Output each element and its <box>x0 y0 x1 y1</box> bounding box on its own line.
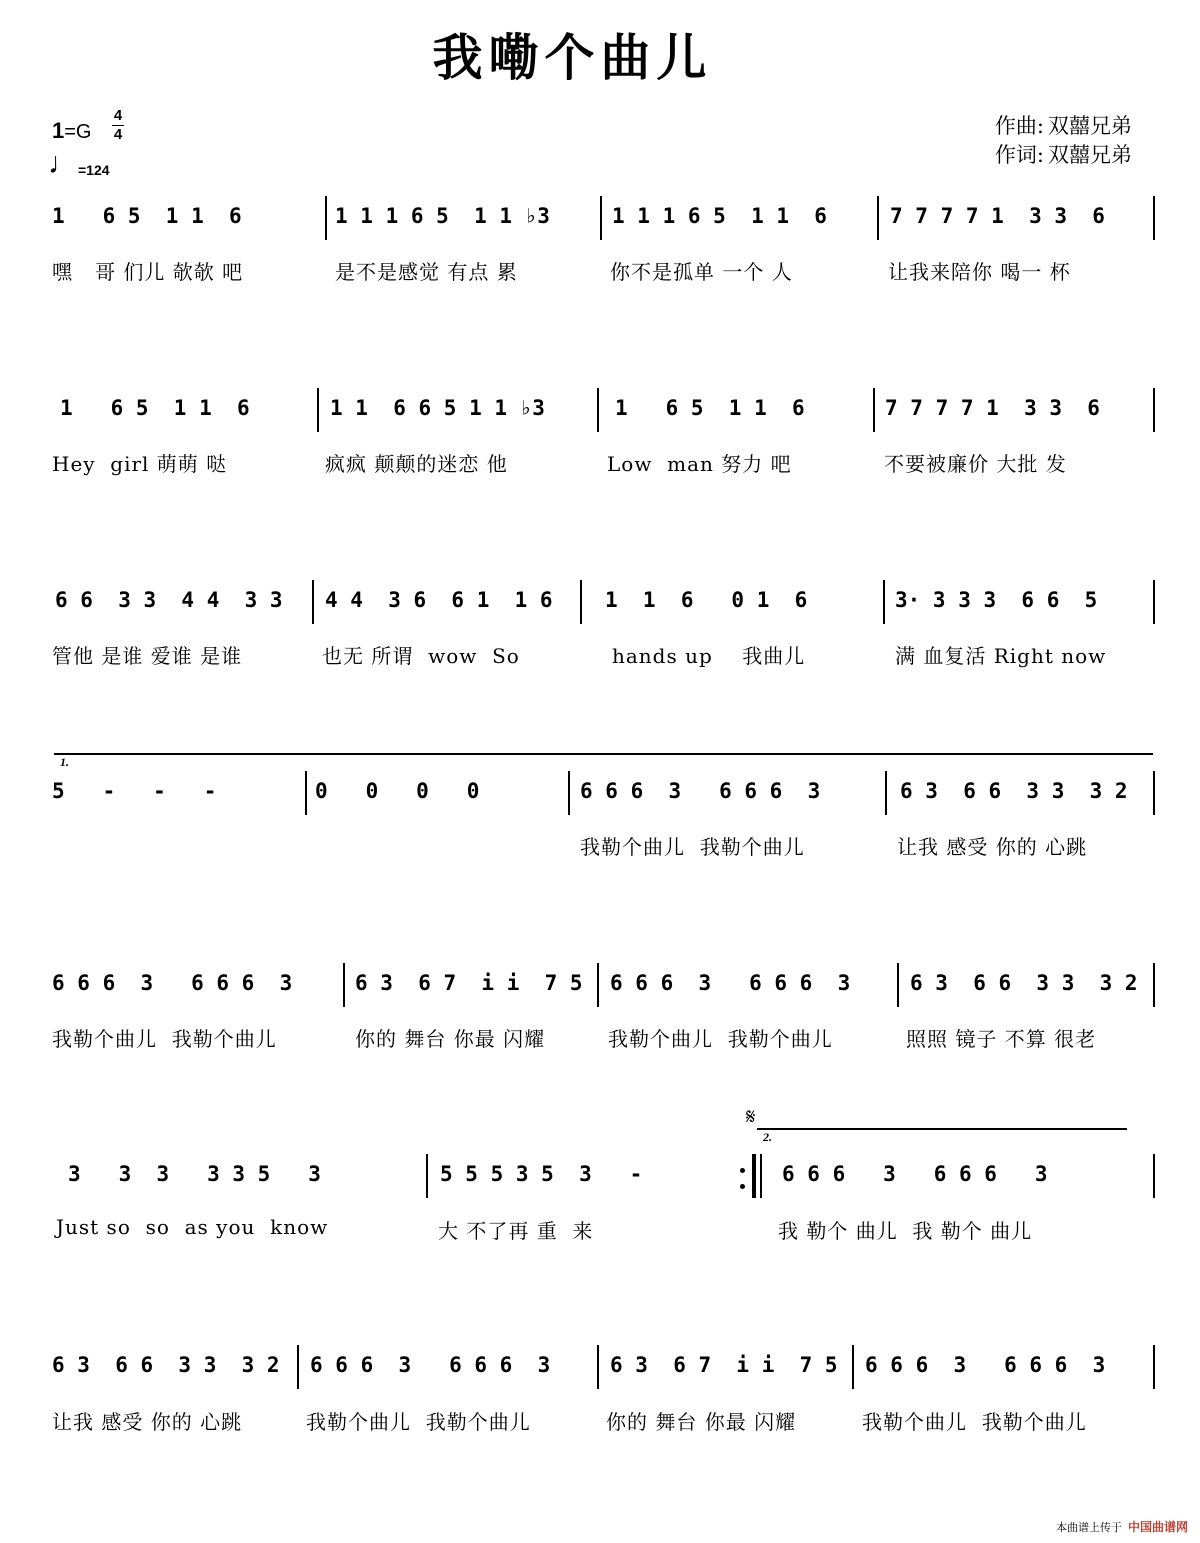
volta-bracket <box>757 1128 1127 1130</box>
credits <box>995 112 1132 170</box>
measure-lyrics: 是不是感觉 有点 累 <box>335 260 518 284</box>
measure-lyrics: 我勒个曲儿 我勒个曲儿 <box>580 835 805 859</box>
measure-notes: 6 6 6 3 6 6 6 3 <box>52 971 293 995</box>
measure-lyrics: 不要被廉价 大批 发 <box>884 452 1067 476</box>
measure-notes: 6 6 6 3 6 6 6 3 <box>782 1162 1048 1186</box>
measure-lyrics: 我 勒个 曲儿 我 勒个 曲儿 <box>778 1219 1033 1243</box>
footer-text: 本曲谱上传于 <box>1055 1521 1122 1534</box>
measure-notes: 1 1 6 6 5 1 1 ♭3 <box>330 396 545 420</box>
measure-lyrics: 我勒个曲儿 我勒个曲儿 <box>306 1410 531 1434</box>
repeat-dot <box>740 1168 745 1173</box>
barline <box>1153 1154 1155 1198</box>
measure-lyrics: 照照 镜子 不算 很老 <box>906 1027 1097 1051</box>
key-tonic: 1 <box>52 118 65 143</box>
measure-notes: 1 6 5 1 1 6 <box>615 396 805 420</box>
barline <box>297 1345 299 1389</box>
measure-notes: 6 6 3 3 4 4 3 3 <box>55 588 283 612</box>
quarter-note-icon: ♩ <box>48 147 78 180</box>
measure-notes: 7 7 7 7 1 3 3 6 <box>885 396 1100 420</box>
barline <box>883 580 885 624</box>
time-signature-bottom: 4 <box>113 126 123 143</box>
measure-lyrics: 疯疯 颠颠的迷恋 他 <box>325 452 508 476</box>
barline <box>1153 771 1155 815</box>
time-signature <box>112 108 124 143</box>
barline <box>897 963 899 1007</box>
barline <box>312 580 314 624</box>
barline <box>1153 963 1155 1007</box>
measure-lyrics: 你的 舞台 你最 闪耀 <box>355 1027 546 1051</box>
tempo-value: =124 <box>78 162 110 178</box>
measure-lyrics: 我勒个曲儿 我勒个曲儿 <box>862 1410 1087 1434</box>
barline <box>317 388 319 432</box>
measure-lyrics: 你的 舞台 你最 闪耀 <box>606 1410 797 1434</box>
measure-notes: 6 3 6 7 i i 7 5 <box>610 1353 838 1377</box>
measure-notes: 1 6 5 1 1 6 <box>52 204 242 228</box>
measure-notes: 6 6 6 3 6 6 6 3 <box>865 1353 1106 1377</box>
barline <box>568 771 570 815</box>
measure-lyrics: Hey girl 萌萌 哒 <box>52 452 228 476</box>
measure-lyrics: 我勒个曲儿 我勒个曲儿 <box>608 1027 833 1051</box>
measure-notes: 0 0 0 0 <box>315 779 480 803</box>
key-signature <box>52 118 92 144</box>
measure-lyrics: Low man 努力 吧 <box>607 452 792 476</box>
measure-lyrics: 我勒个曲儿 我勒个曲儿 <box>52 1027 277 1051</box>
measure-lyrics: 让我 感受 你的 心跳 <box>897 835 1088 859</box>
composer-label: 作曲: <box>994 114 1044 138</box>
measure-lyrics: 管他 是谁 爱谁 是谁 <box>52 644 243 668</box>
barline <box>600 196 602 240</box>
site-logo: 中国曲谱网 <box>1127 1520 1188 1534</box>
measure-notes: 6 3 6 6 3 3 3 2 <box>910 971 1138 995</box>
repeat-end-barline <box>752 1154 756 1198</box>
barline <box>597 1345 599 1389</box>
barline <box>325 196 327 240</box>
measure-lyrics: 让我 感受 你的 心跳 <box>52 1410 243 1434</box>
barline <box>873 388 875 432</box>
measure-notes: 6 3 6 6 3 3 3 2 <box>52 1353 280 1377</box>
measure-lyrics: 让我来陪你 喝一 杯 <box>888 260 1071 284</box>
barline <box>760 1154 762 1198</box>
measure-lyrics: 你不是孤单 一个 人 <box>610 260 793 284</box>
measure-notes: 6 3 6 6 3 3 3 2 <box>900 779 1128 803</box>
composer-name: 双囍兄弟 <box>1048 114 1132 138</box>
barline <box>597 963 599 1007</box>
measure-notes: 1 6 5 1 1 6 <box>60 396 250 420</box>
barline <box>426 1154 428 1198</box>
volta-1-label: 1. <box>60 755 69 769</box>
measure-notes: 3· 3 3 3 6 6 5 <box>895 588 1098 612</box>
barline <box>1153 388 1155 432</box>
barline <box>1153 196 1155 240</box>
measure-notes: 5 - - - <box>52 779 217 803</box>
key-text: =G <box>64 121 92 143</box>
volta-bracket <box>54 753 1153 755</box>
repeat-dot <box>740 1184 745 1189</box>
footer <box>1056 1518 1188 1535</box>
barline <box>305 771 307 815</box>
measure-notes: 1 1 1 6 5 1 1 ♭3 <box>335 204 550 228</box>
measure-notes: 6 6 6 3 6 6 6 3 <box>580 779 821 803</box>
segno-icon: 𝄋 <box>746 1105 756 1130</box>
page-title: 我嘞个曲儿 <box>432 29 713 87</box>
tempo-marking <box>48 147 110 180</box>
barline <box>580 580 582 624</box>
measure-lyrics: 嘿 哥 们儿 欹欹 吧 <box>52 260 244 284</box>
lyricist-name: 双囍兄弟 <box>1048 143 1132 167</box>
time-signature-top: 4 <box>113 107 123 124</box>
measure-lyrics: hands up 我曲儿 <box>612 644 806 668</box>
barline <box>877 196 879 240</box>
volta-2-label: 2. <box>763 1130 772 1144</box>
measure-notes: 3 3 3 3 3 5 3 <box>68 1162 321 1186</box>
measure-notes: 6 3 6 7 i i 7 5 <box>355 971 583 995</box>
barline <box>1153 580 1155 624</box>
barline <box>343 963 345 1007</box>
lyricist-label: 作词: <box>994 143 1044 167</box>
measure-notes: 4 4 3 6 6 1 1 6 <box>325 588 553 612</box>
barline <box>885 771 887 815</box>
measure-lyrics: 大 不了再 重 来 <box>438 1219 594 1243</box>
measure-notes: 6 6 6 3 6 6 6 3 <box>310 1353 551 1377</box>
barline <box>852 1345 854 1389</box>
measure-notes: 5 5 5 3 5 3 - <box>440 1162 643 1186</box>
measure-lyrics: 满 血复活 Right now <box>895 644 1107 668</box>
measure-notes: 6 6 6 3 6 6 6 3 <box>610 971 851 995</box>
measure-notes: 1 1 1 6 5 1 1 6 <box>612 204 827 228</box>
measure-notes: 1 1 6 0 1 6 <box>605 588 808 612</box>
barline <box>597 388 599 432</box>
barline <box>1153 1345 1155 1389</box>
measure-lyrics: Just so so as you know <box>56 1215 329 1239</box>
measure-lyrics: 也无 所谓 wow So <box>322 644 520 668</box>
measure-notes: 7 7 7 7 1 3 3 6 <box>890 204 1105 228</box>
